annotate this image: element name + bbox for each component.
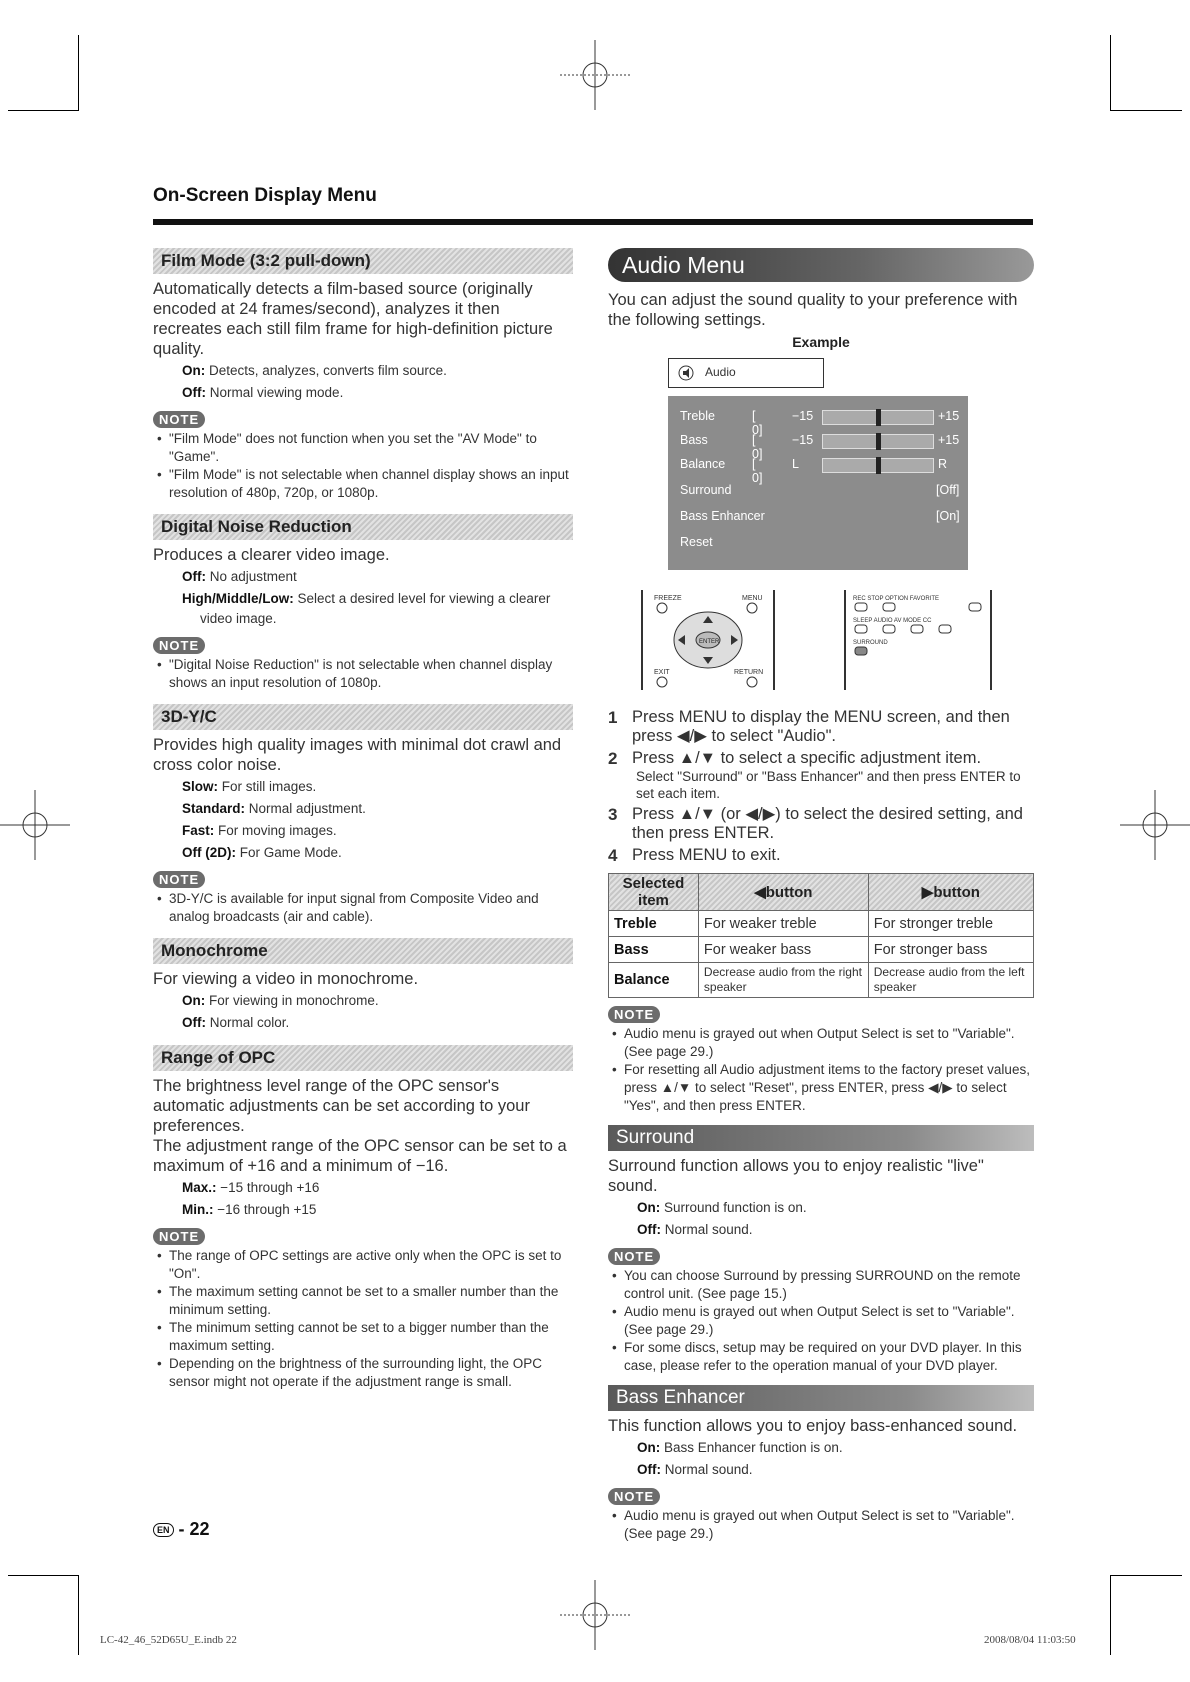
table-header: Selected item (609, 874, 699, 911)
step-1: 1 Press MENU to display the MENU screen, and then press ◀/▶ to select "Audio". (608, 708, 1010, 745)
note-badge: NOTE (608, 1488, 660, 1505)
table-header: ◀button (698, 874, 868, 911)
slider-thumb (876, 457, 881, 474)
footer-file: LC-42_46_52D65U_E.indb 22 (100, 1634, 237, 1646)
left-column (153, 248, 573, 1391)
audio-icon (677, 364, 695, 382)
yc-body: Provides high quality images with minimal dot crawl and cross color noise. (153, 736, 562, 774)
svg-text:SURROUND: SURROUND (853, 640, 888, 646)
crop-mark (8, 110, 78, 111)
registration-mark-right (1120, 790, 1190, 860)
yc-standard: Standard: Normal adjustment. (182, 801, 366, 816)
surround-body: Surround function allows you to enjoy realistic "live" sound. (608, 1157, 984, 1195)
note-badge: NOTE (153, 871, 205, 888)
svg-text:EXIT: EXIT (654, 669, 670, 676)
audio-steps (608, 708, 1034, 865)
monochrome-on: On: For viewing in monochrome. (182, 993, 379, 1008)
film-mode-body: Automatically detects a film-based source (originally encoded at 24 frames/second), analyzes it then recreates each still film frame for high-definition picture quality. (153, 280, 553, 358)
table-row (609, 963, 1034, 998)
registration-mark-bottom (560, 1580, 630, 1650)
note-item: • The range of OPC settings are active only when the OPC is set to "On". (153, 1247, 573, 1283)
note-badge: NOTE (153, 1228, 205, 1245)
monochrome-off: Off: Normal color. (182, 1015, 290, 1030)
note-item: • The maximum setting cannot be set to a smaller number than the minimum setting. (153, 1283, 573, 1319)
audio-body: You can adjust the sound quality to your preference with the following settings. (608, 291, 1018, 329)
slider-thumb (876, 409, 881, 426)
step-2: 2 Press ▲/▼ to select a specific adjustment item. Select "Surround" or "Bass Enhancer" and then press ENTER to set each item. (608, 749, 1034, 802)
note-item: • Audio menu is grayed out when Output Select is set to "Variable". (See page 29.) (608, 1303, 1034, 1339)
footer-date: 2008/08/04 11:03:50 (984, 1634, 1076, 1646)
note-item: • Depending on the brightness of the surrounding light, the OPC sensor might not operate if the adjustment range is small. (153, 1355, 573, 1391)
step-3: 3 Press ▲/▼ (or ◀/▶) to select the desired setting, and then press ENTER. (608, 805, 1023, 842)
svg-text:FREEZE: FREEZE (654, 595, 682, 602)
right-column (608, 248, 1034, 1543)
yc-off: Off (2D): For Game Mode. (182, 845, 342, 860)
step-4: 4 Press MENU to exit. (608, 846, 781, 865)
crop-mark (8, 1575, 78, 1576)
osd-row-surround: Surround [Off] (680, 483, 960, 497)
remote-left-panel (638, 590, 778, 690)
registration-mark-left (0, 790, 70, 860)
film-mode-off: Off: Normal viewing mode. (182, 385, 344, 400)
note-badge: NOTE (608, 1248, 660, 1265)
remote-right-panel (843, 590, 993, 690)
dnr-heading: Digital Noise Reduction (153, 514, 573, 540)
bass-slider (822, 434, 934, 449)
svg-text:ENTER: ENTER (699, 639, 720, 645)
opc-notes (153, 1247, 573, 1391)
title-rule (153, 219, 1033, 225)
osd-title-box: Audio (668, 358, 824, 388)
table-row (609, 937, 1034, 963)
note-item: • For some discs, setup may be required on your DVD player. In this case, please refer to the operation manual of your DVD player. (608, 1339, 1034, 1375)
bass-enhancer-heading: Bass Enhancer (608, 1385, 1034, 1411)
language-badge: EN (153, 1523, 174, 1537)
table-cell: For weaker treble (698, 911, 868, 937)
table-cell: Balance (609, 963, 699, 998)
page-number: EN - 22 (153, 1519, 210, 1540)
note-badge: NOTE (608, 1006, 660, 1023)
audio-notes (608, 1025, 1034, 1115)
table-header: ▶button (868, 874, 1033, 911)
note-item: • "Digital Noise Reduction" is not selectable when channel display shows an input resolution of 1080p. (153, 656, 573, 692)
table-cell: For stronger treble (868, 911, 1033, 937)
table-cell: Bass (609, 937, 699, 963)
slider-thumb (876, 433, 881, 450)
note-item: • Audio menu is grayed out when Output Select is set to "Variable". (See page 29.) (608, 1507, 1034, 1543)
crop-mark (1110, 35, 1111, 111)
table-cell: Decrease audio from the right speaker (698, 963, 868, 998)
crop-mark (1110, 1575, 1182, 1576)
table-cell: For stronger bass (868, 937, 1033, 963)
table-cell: Treble (609, 911, 699, 937)
crop-mark (1110, 1575, 1111, 1655)
film-mode-on: On: Detects, analyzes, converts film source. (182, 363, 447, 378)
table-cell: Decrease audio from the left speaker (868, 963, 1033, 998)
surround-off: Off: Normal sound. (637, 1222, 753, 1237)
film-mode-heading: Film Mode (3:2 pull-down) (153, 248, 573, 274)
opc-min: Min.: −16 through +15 (182, 1202, 317, 1217)
table-header-row (609, 874, 1034, 911)
crop-mark (1110, 110, 1182, 111)
audio-table (608, 873, 1034, 998)
bass-enhancer-body: This function allows you to enjoy bass-enhanced sound. (608, 1417, 1018, 1435)
dnr-hml: High/Middle/Low: Select a desired level for viewing a clearer video image. (182, 591, 551, 626)
note-badge: NOTE (153, 411, 205, 428)
note-item: • "Film Mode" is not selectable when channel display shows an input resolution of 480p, 720p, or 1080p. (153, 466, 573, 502)
bass-enhancer-notes (608, 1507, 1034, 1543)
treble-slider (822, 410, 934, 425)
osd-audio-menu: Treble [ 0] −15 +15 Bass [ 0] −15 +15 Balance [ 0] L R Surround [Off] Bass Enhancer [On] Reset (668, 396, 968, 570)
balance-slider (822, 458, 934, 473)
audio-menu-banner: Audio Menu (608, 248, 1034, 282)
svg-text:REC STOP OPTION FAVORITE: REC STOP OPTION FAVORITE (853, 596, 940, 602)
yc-fast: Fast: For moving images. (182, 823, 337, 838)
yc-heading: 3D-Y/C (153, 704, 573, 730)
yc-notes (153, 890, 573, 926)
crop-mark (78, 35, 79, 111)
bass-enhancer-off: Off: Normal sound. (637, 1462, 753, 1477)
monochrome-heading: Monochrome (153, 938, 573, 964)
dnr-body: Produces a clearer video image. (153, 546, 390, 564)
table-row (609, 911, 1034, 937)
registration-mark-top (560, 40, 630, 110)
opc-body-2: The adjustment range of the OPC sensor can be set to a maximum of +16 and a minimum of −16. (153, 1137, 567, 1175)
note-item: • The minimum setting cannot be set to a bigger number than the maximum setting. (153, 1319, 573, 1355)
table-cell: For weaker bass (698, 937, 868, 963)
surround-on: On: Surround function is on. (637, 1200, 807, 1215)
note-badge: NOTE (153, 637, 205, 654)
yc-slow: Slow: For still images. (182, 779, 317, 794)
note-item: • You can choose Surround by pressing SURROUND on the remote control unit. (See page 15.) (608, 1267, 1034, 1303)
note-item: • 3D-Y/C is available for input signal from Composite Video and analog broadcasts (air and cable). (153, 890, 573, 926)
svg-text:SLEEP AUDIO AV MODE CC: SLEEP AUDIO AV MODE CC (853, 618, 932, 624)
svg-text:MENU: MENU (742, 595, 763, 602)
opc-max: Max.: −15 through +16 (182, 1180, 320, 1195)
step-2-note: Select "Surround" or "Bass Enhancer" and then press ENTER to set each item. (636, 769, 1021, 801)
note-item: • For resetting all Audio adjustment items to the factory preset values, press ▲/▼ to select "Reset", press ENTER, press ◀/▶ to select "Yes", and then press ENTER. (608, 1061, 1034, 1115)
monochrome-body: For viewing a video in monochrome. (153, 970, 419, 988)
opc-body-1: The brightness level range of the OPC sensor's automatic adjustments can be set according to your preferences. (153, 1077, 530, 1135)
page-title: On-Screen Display Menu (153, 185, 377, 206)
surround-notes (608, 1267, 1034, 1375)
bass-enhancer-on: On: Bass Enhancer function is on. (637, 1440, 843, 1455)
osd-row-bass-enhancer: Bass Enhancer [On] (680, 509, 960, 523)
crop-mark (78, 1575, 79, 1655)
dnr-off: Off: No adjustment (182, 569, 297, 584)
example-label: Example (792, 334, 850, 350)
note-item: • "Film Mode" does not function when you set the "AV Mode" to "Game". (153, 430, 573, 466)
opc-heading: Range of OPC (153, 1045, 573, 1071)
film-mode-notes (153, 430, 573, 502)
note-item: • Audio menu is grayed out when Output Select is set to "Variable". (See page 29.) (608, 1025, 1034, 1061)
remote-illustration (608, 590, 1034, 690)
svg-text:RETURN: RETURN (734, 669, 764, 676)
surround-heading: Surround (608, 1125, 1034, 1151)
dnr-notes (153, 656, 573, 692)
